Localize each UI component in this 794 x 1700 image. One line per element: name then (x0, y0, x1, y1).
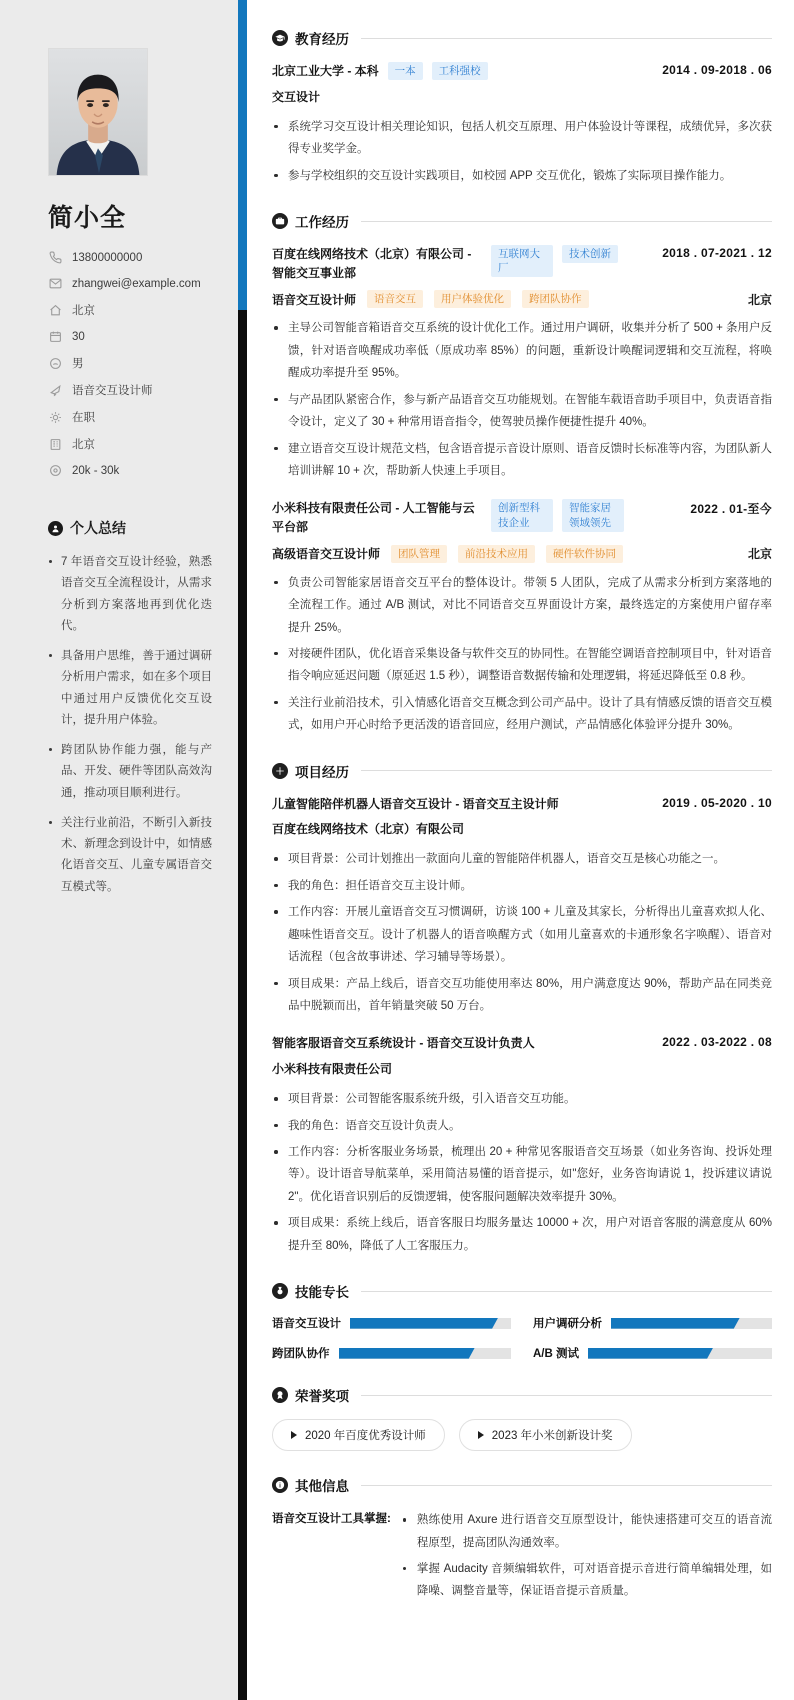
work-role-tag: 硬件软件协同 (546, 545, 623, 563)
skills-grid (272, 1315, 772, 1361)
work-section-header (272, 211, 772, 231)
contact-value-location: 北京 (72, 305, 95, 317)
summary-bullet: 具备用户思维，善于通过调研分析用户需求，如在多个项目中通过用户反馈优化交互设计，提升用户体验。 (48, 646, 212, 731)
skill-name: A/B 测试 (533, 1348, 579, 1361)
phone-icon (48, 250, 63, 265)
skill-item (533, 1345, 772, 1361)
accent-bar (238, 0, 247, 1700)
education-bullet: 系统学习交互设计相关理论知识，包括人机交互原理、用户体验设计等课程，成绩优异，多次获得专业奖学金。 (272, 116, 772, 161)
project-entry (272, 795, 772, 1018)
education-major: 交互设计 (272, 89, 321, 104)
work-role-tag: 团队管理 (391, 545, 447, 563)
work-role-left (272, 545, 623, 563)
education-section-label: 教育经历 (295, 32, 349, 47)
home-icon (48, 303, 63, 318)
project-bullet: 我的角色：担任语音交互主设计师。 (272, 875, 772, 897)
user-circle-icon (48, 521, 63, 536)
work-role-tag: 前沿技术应用 (458, 545, 535, 563)
skill-item (272, 1315, 511, 1331)
work-date: 2022 . 01-至今 (690, 502, 772, 517)
contact-row-status (48, 409, 216, 425)
other-info-bullet: 掌握 Audacity 音频编辑软件，可对语音提示音进行简单编辑处理，如降噪、调整音量等，保证语音提示音质量。 (401, 1558, 772, 1603)
other-info-row (272, 1509, 772, 1607)
sidebar (0, 0, 238, 1700)
summary-bullet: 跨团队协作能力强，能与产品、开发、硬件等团队高效沟通，推动项目顺利进行。 (48, 740, 212, 804)
skill-item (533, 1315, 772, 1331)
other-info-label: 语音交互设计工具掌握: (272, 1513, 391, 1526)
skill-name: 跨团队协作 (272, 1348, 330, 1361)
contact-row-position (48, 382, 216, 398)
work-company: 小米科技有限责任公司 - 人工智能与云平台部 (272, 501, 475, 534)
skill-progress-track (588, 1348, 772, 1359)
skill-progress-fill (588, 1348, 713, 1359)
other-section-header (272, 1475, 772, 1495)
awards-section-header (272, 1385, 772, 1405)
section-education (272, 28, 772, 187)
summary-section-label: 个人总结 (70, 520, 126, 536)
graduation-cap-icon (272, 30, 288, 46)
contact-row-gender (48, 355, 216, 371)
skill-name: 用户调研分析 (533, 1318, 602, 1331)
section-divider (361, 1395, 772, 1396)
skills-section-label: 技能专长 (295, 1285, 349, 1301)
accent-bar-blue-segment (238, 0, 247, 310)
section-divider (361, 38, 772, 39)
contact-row-city (48, 436, 216, 452)
salary-icon (48, 463, 63, 478)
project-title: 儿童智能陪伴机器人语音交互设计 - 语音交互主设计师 (272, 796, 559, 811)
other-info-bullet-list (401, 1509, 772, 1607)
project-entry-left (272, 1034, 654, 1053)
project-bullet: 项目背景：公司智能客服系统升级，引入语音交互功能。 (272, 1088, 772, 1110)
work-entry (272, 245, 772, 482)
contact-row-phone (48, 250, 216, 265)
person-name: 简小全 (48, 204, 127, 232)
project-date: 2019 . 05-2020 . 10 (662, 795, 772, 810)
medal-icon (272, 1283, 288, 1299)
work-role-left (272, 290, 589, 308)
contact-row-age (48, 329, 216, 344)
project-entry-left (272, 795, 654, 814)
award-pill (272, 1419, 445, 1451)
work-city: 北京 (747, 292, 772, 307)
main-content (238, 0, 794, 1700)
summary-section-title (48, 518, 216, 538)
education-entry (272, 62, 772, 187)
summary-bullet-list (48, 552, 216, 898)
rocket-icon (48, 383, 63, 398)
contact-value-email: zhangwei@example.com (72, 277, 201, 290)
skill-item (272, 1345, 511, 1361)
triangle-right-icon (478, 1431, 484, 1439)
skills-section-header (272, 1281, 772, 1301)
work-section-label: 工作经历 (295, 215, 349, 231)
skill-progress-track (350, 1318, 511, 1329)
award-label: 2020 年百度优秀设计师 (305, 1430, 426, 1443)
work-entry-header (272, 499, 772, 536)
work-entry-left (272, 499, 682, 536)
section-divider (361, 770, 772, 771)
work-entry (272, 499, 772, 736)
contact-value-phone: 13800000000 (72, 251, 143, 264)
calendar-icon (48, 329, 63, 344)
work-city: 北京 (747, 547, 772, 562)
award-icon (272, 1387, 288, 1403)
work-bullet-list (272, 572, 772, 737)
project-bullet: 项目背景：公司计划推出一款面向儿童的智能陪伴机器人，语音交互是核心功能之一。 (272, 848, 772, 870)
project-title: 智能客服语音交互系统设计 - 语音交互设计负责人 (272, 1036, 535, 1051)
award-label: 2023 年小米创新设计奖 (491, 1430, 613, 1443)
portrait-icon (49, 49, 147, 175)
education-school: 北京工业大学 - 本科 (272, 64, 379, 78)
contact-value-salary: 20k - 30k (72, 464, 120, 477)
skill-name: 语音交互设计 (272, 1318, 341, 1331)
section-skills (272, 1281, 772, 1361)
education-date: 2014 . 09-2018 . 06 (662, 63, 772, 77)
work-bullet: 与产品团队紧密合作，参与新产品语音交互功能规划。在智能车载语音助手项目中，负责语音指令设计，定义了 30 + 种常用语音指令，使驾驶员操作便捷性提升 40%。 (272, 389, 772, 434)
other-section-label: 其他信息 (295, 1479, 349, 1495)
info-icon (272, 1477, 288, 1493)
education-section-header (272, 28, 772, 48)
skill-progress-track (611, 1318, 772, 1329)
work-bullet: 负责公司智能家居语音交互平台的整体设计。带领 5 人团队，完成了从需求分析到方案落地的全流程工作。通过 A/B 测试，对比不同语音交互界面设计方案，最终选定的方案使用户留存率提升 25%。 (272, 572, 772, 639)
project-date: 2022 . 03-2022 . 08 (662, 1035, 772, 1050)
section-awards (272, 1385, 772, 1451)
projects-section-header (272, 761, 772, 781)
summary-bullet: 7 年语音交互设计经验，熟悉语音交互全流程设计，从需求分析到方案落地再到优化迭代。 (48, 552, 212, 637)
work-bullet: 建立语音交互设计规范文档，包含语音提示音设计原则、语音反馈时长标准等内容，为团队新人培训讲解 10 + 次，帮助新人快速上手项目。 (272, 438, 772, 483)
contact-value-position: 语音交互设计师 (72, 385, 153, 397)
project-bullet: 工作内容：开展儿童语音交互习惯调研，访谈 100 + 儿童及其家长，分析得出儿童喜欢拟人化、趣味性语音交互。设计了机器人的语音唤醒方式（如用儿童喜欢的卡通形象名字唤醒）、语音对话流程（包含故事讲述、学习辅导等场景）。 (272, 901, 772, 968)
building-icon (48, 437, 63, 452)
awards-list (272, 1419, 772, 1451)
work-bullet: 关注行业前沿技术，引入情感化语音交互概念到公司产品中。设计了具有情感反馈的语音交互模式，如用户开心时给予更活泼的语音回应，经用户测试，产品情感化体验评分提升 30%。 (272, 692, 772, 737)
project-bullet: 项目成果：产品上线后，语音交互功能使用率达 80%，用户满意度达 90%，帮助产品在同类竞品中脱颖而出，首年销量突破 50 万台。 (272, 973, 772, 1018)
education-bullet: 参与学校组织的交互设计实践项目，如校园 APP 交互优化，锻炼了实际项目操作能力。 (272, 165, 772, 187)
profile-photo (48, 48, 148, 176)
projects-section-label: 项目经历 (295, 764, 349, 780)
other-info-bullet: 熟练使用 Axure 进行语音交互原型设计，能快速搭建可交互的语音流程原型，提高团队沟通效率。 (401, 1509, 772, 1554)
briefcase-icon (272, 213, 288, 229)
project-entry-header (272, 795, 772, 814)
work-company-tag: 创新型科技企业 (491, 499, 553, 531)
education-entry-header (272, 62, 772, 81)
education-entry-left (272, 62, 654, 81)
contact-row-location (48, 302, 216, 318)
contact-row-email (48, 276, 216, 291)
work-role-tag: 语音交互 (367, 290, 423, 308)
work-role-row (272, 290, 772, 308)
award-pill (459, 1419, 632, 1451)
work-company-tag: 智能家居领域领先 (562, 499, 624, 531)
mail-icon (48, 276, 63, 291)
skill-progress-fill (350, 1318, 498, 1329)
work-bullet-list (272, 317, 772, 482)
work-role-title: 语音交互设计师 (272, 292, 357, 307)
project-company: 小米科技有限责任公司 (272, 1062, 393, 1076)
triangle-right-icon (291, 1431, 297, 1439)
contact-value-gender: 男 (72, 358, 84, 370)
project-bullet: 工作内容：分析客服业务场景，梳理出 20 + 种常见客服语音交互场景（如业务咨询、投诉处理等）。设计语音导航菜单，采用简洁易懂的语音提示，如"您好，业务咨询请说 1，投诉建议请说 2"。优化语音识别后的反馈逻辑，使客服问题解决效率提升 30%。 (272, 1141, 772, 1208)
work-date: 2018 . 07-2021 . 12 (662, 246, 772, 261)
section-divider (361, 1485, 772, 1486)
work-company-tag: 互联网大厂 (491, 245, 553, 277)
education-tag: 工科强校 (432, 62, 488, 80)
skill-progress-fill (339, 1348, 475, 1359)
project-bullet: 项目成果：系统上线后，语音客服日均服务量达 10000 + 次，用户对语音客服的满意度从 60%提升至 80%，降低了人工客服压力。 (272, 1212, 772, 1257)
education-bullet-list (272, 116, 772, 187)
contact-value-age: 30 (72, 330, 85, 343)
work-bullet: 主导公司智能音箱语音交互系统的设计优化工作。通过用户调研，收集并分析了 500 + 条用户反馈，针对语音唤醒成功率低（原成功率 85%）的问题，重新设计唤醒词逻辑和交互流程，将唤醒成功率提升至 95%。 (272, 317, 772, 384)
education-tag: 一本 (388, 62, 423, 80)
section-divider (361, 221, 772, 222)
section-divider (361, 1291, 772, 1292)
work-entry-left (272, 245, 654, 282)
project-bullet-list (272, 1088, 772, 1257)
project-entry-header (272, 1034, 772, 1053)
section-projects (272, 761, 772, 1257)
project-entry (272, 1034, 772, 1257)
section-work (272, 211, 772, 737)
work-role-title: 高级语音交互设计师 (272, 547, 381, 562)
work-role-tag: 用户体验优化 (434, 290, 511, 308)
project-company: 百度在线网络技术（北京）有限公司 (272, 822, 465, 837)
awards-section-label: 荣誉奖项 (295, 1389, 349, 1405)
contact-value-status: 在职 (72, 412, 95, 424)
contact-info-list (48, 250, 216, 478)
work-company: 百度在线网络技术（北京）有限公司 - 智能交互事业部 (272, 247, 472, 280)
contact-value-city: 北京 (72, 439, 95, 451)
status-icon (48, 410, 63, 425)
section-other-info (272, 1475, 772, 1607)
accent-bar-black-segment (238, 310, 247, 1700)
skill-progress-track (339, 1348, 512, 1359)
project-bullet: 我的角色：语音交互设计负责人。 (272, 1115, 772, 1137)
gender-icon (48, 356, 63, 371)
plus-circle-icon (272, 763, 288, 779)
skill-progress-fill (611, 1318, 740, 1329)
contact-row-salary (48, 463, 216, 478)
work-entry-header (272, 245, 772, 282)
project-bullet-list (272, 848, 772, 1017)
summary-bullet: 关注行业前沿，不断引入新技术、新理念到设计中，如情感化语音交互、儿童专属语音交互模式等。 (48, 813, 212, 898)
work-role-row (272, 545, 772, 563)
work-company-tag: 技术创新 (562, 245, 618, 263)
work-bullet: 对接硬件团队，优化语音采集设备与软件交互的协同性。在智能空调语音控制项目中，针对语音指令响应延迟问题（原延迟 1.5 秒），调整语音数据传输和处理逻辑，将延迟降低至 0.8 秒。 (272, 643, 772, 688)
work-role-tag: 跨团队协作 (522, 290, 589, 308)
